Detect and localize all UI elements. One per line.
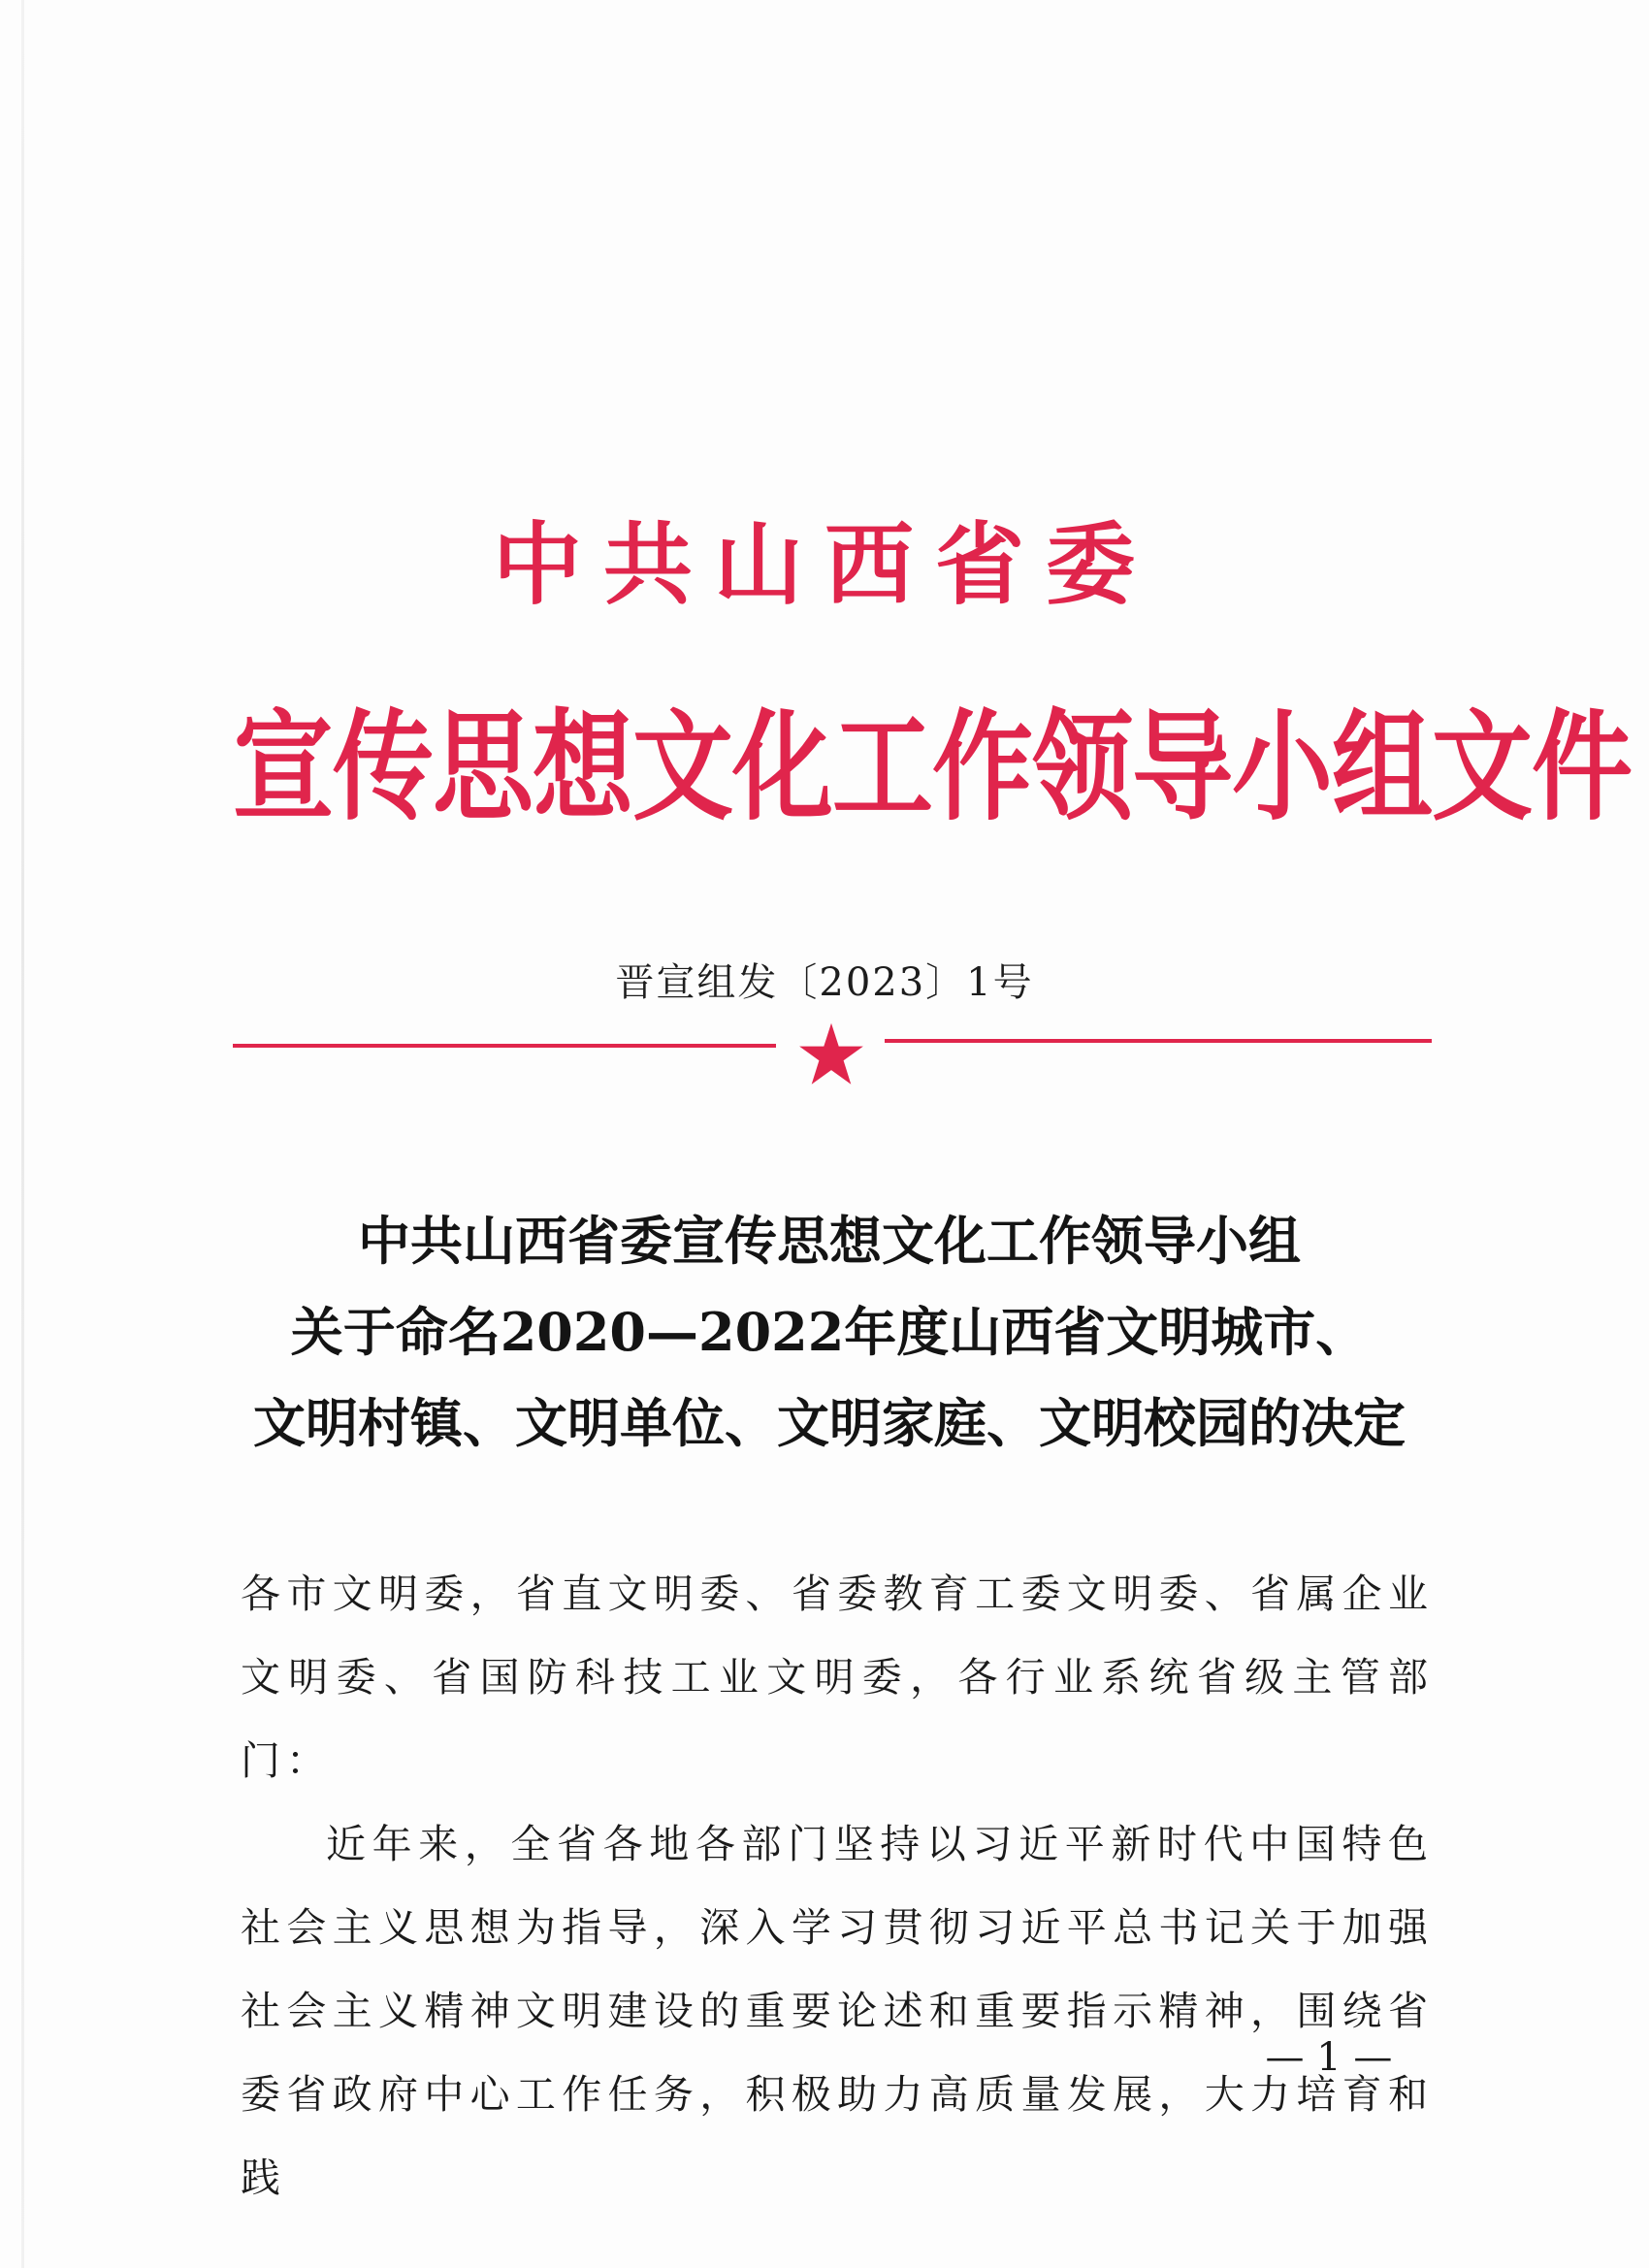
title-line-3: 文明村镇、文明单位、文明家庭、文明校园的决定 xyxy=(253,1392,1406,1454)
page-number: — 1 — xyxy=(1265,2035,1393,2080)
document-type-heading: 宣传思想文化工作领导小组文件 xyxy=(233,696,1633,837)
issuing-org: 中共山西省委 xyxy=(492,513,1156,617)
title-line-1: 中共山西省委宣传思想文化工作领导小组 xyxy=(358,1210,1301,1272)
red-rule-left xyxy=(233,1044,776,1048)
title-line-2: 关于命名2020—2022年度山西省文明城市、 xyxy=(290,1301,1369,1363)
document-title xyxy=(213,1195,1445,1469)
body-paragraph: 近年来，全省各地各部门坚持以习近平新时代中国特色社会主义思想为指导，深入学习贯彻习近平总书记关于加强社会主义精神文明建设的重要论述和重要指示精神，围绕省委省政府中心工作任务，积极助力高质量发展，大力培育和践 xyxy=(241,1821,1434,2201)
red-rule-right xyxy=(885,1039,1432,1043)
document-body xyxy=(241,1552,1434,2219)
star-icon xyxy=(797,1021,865,1088)
scan-edge xyxy=(21,0,24,2268)
document-number: 晋宣组发〔2023〕1号 xyxy=(615,960,1034,1005)
addressees: 各市文明委，省直文明委、省委教育工委文明委、省属企业文明委、省国防科技工业文明委，各行业系统省级主管部门： xyxy=(241,1571,1434,1784)
